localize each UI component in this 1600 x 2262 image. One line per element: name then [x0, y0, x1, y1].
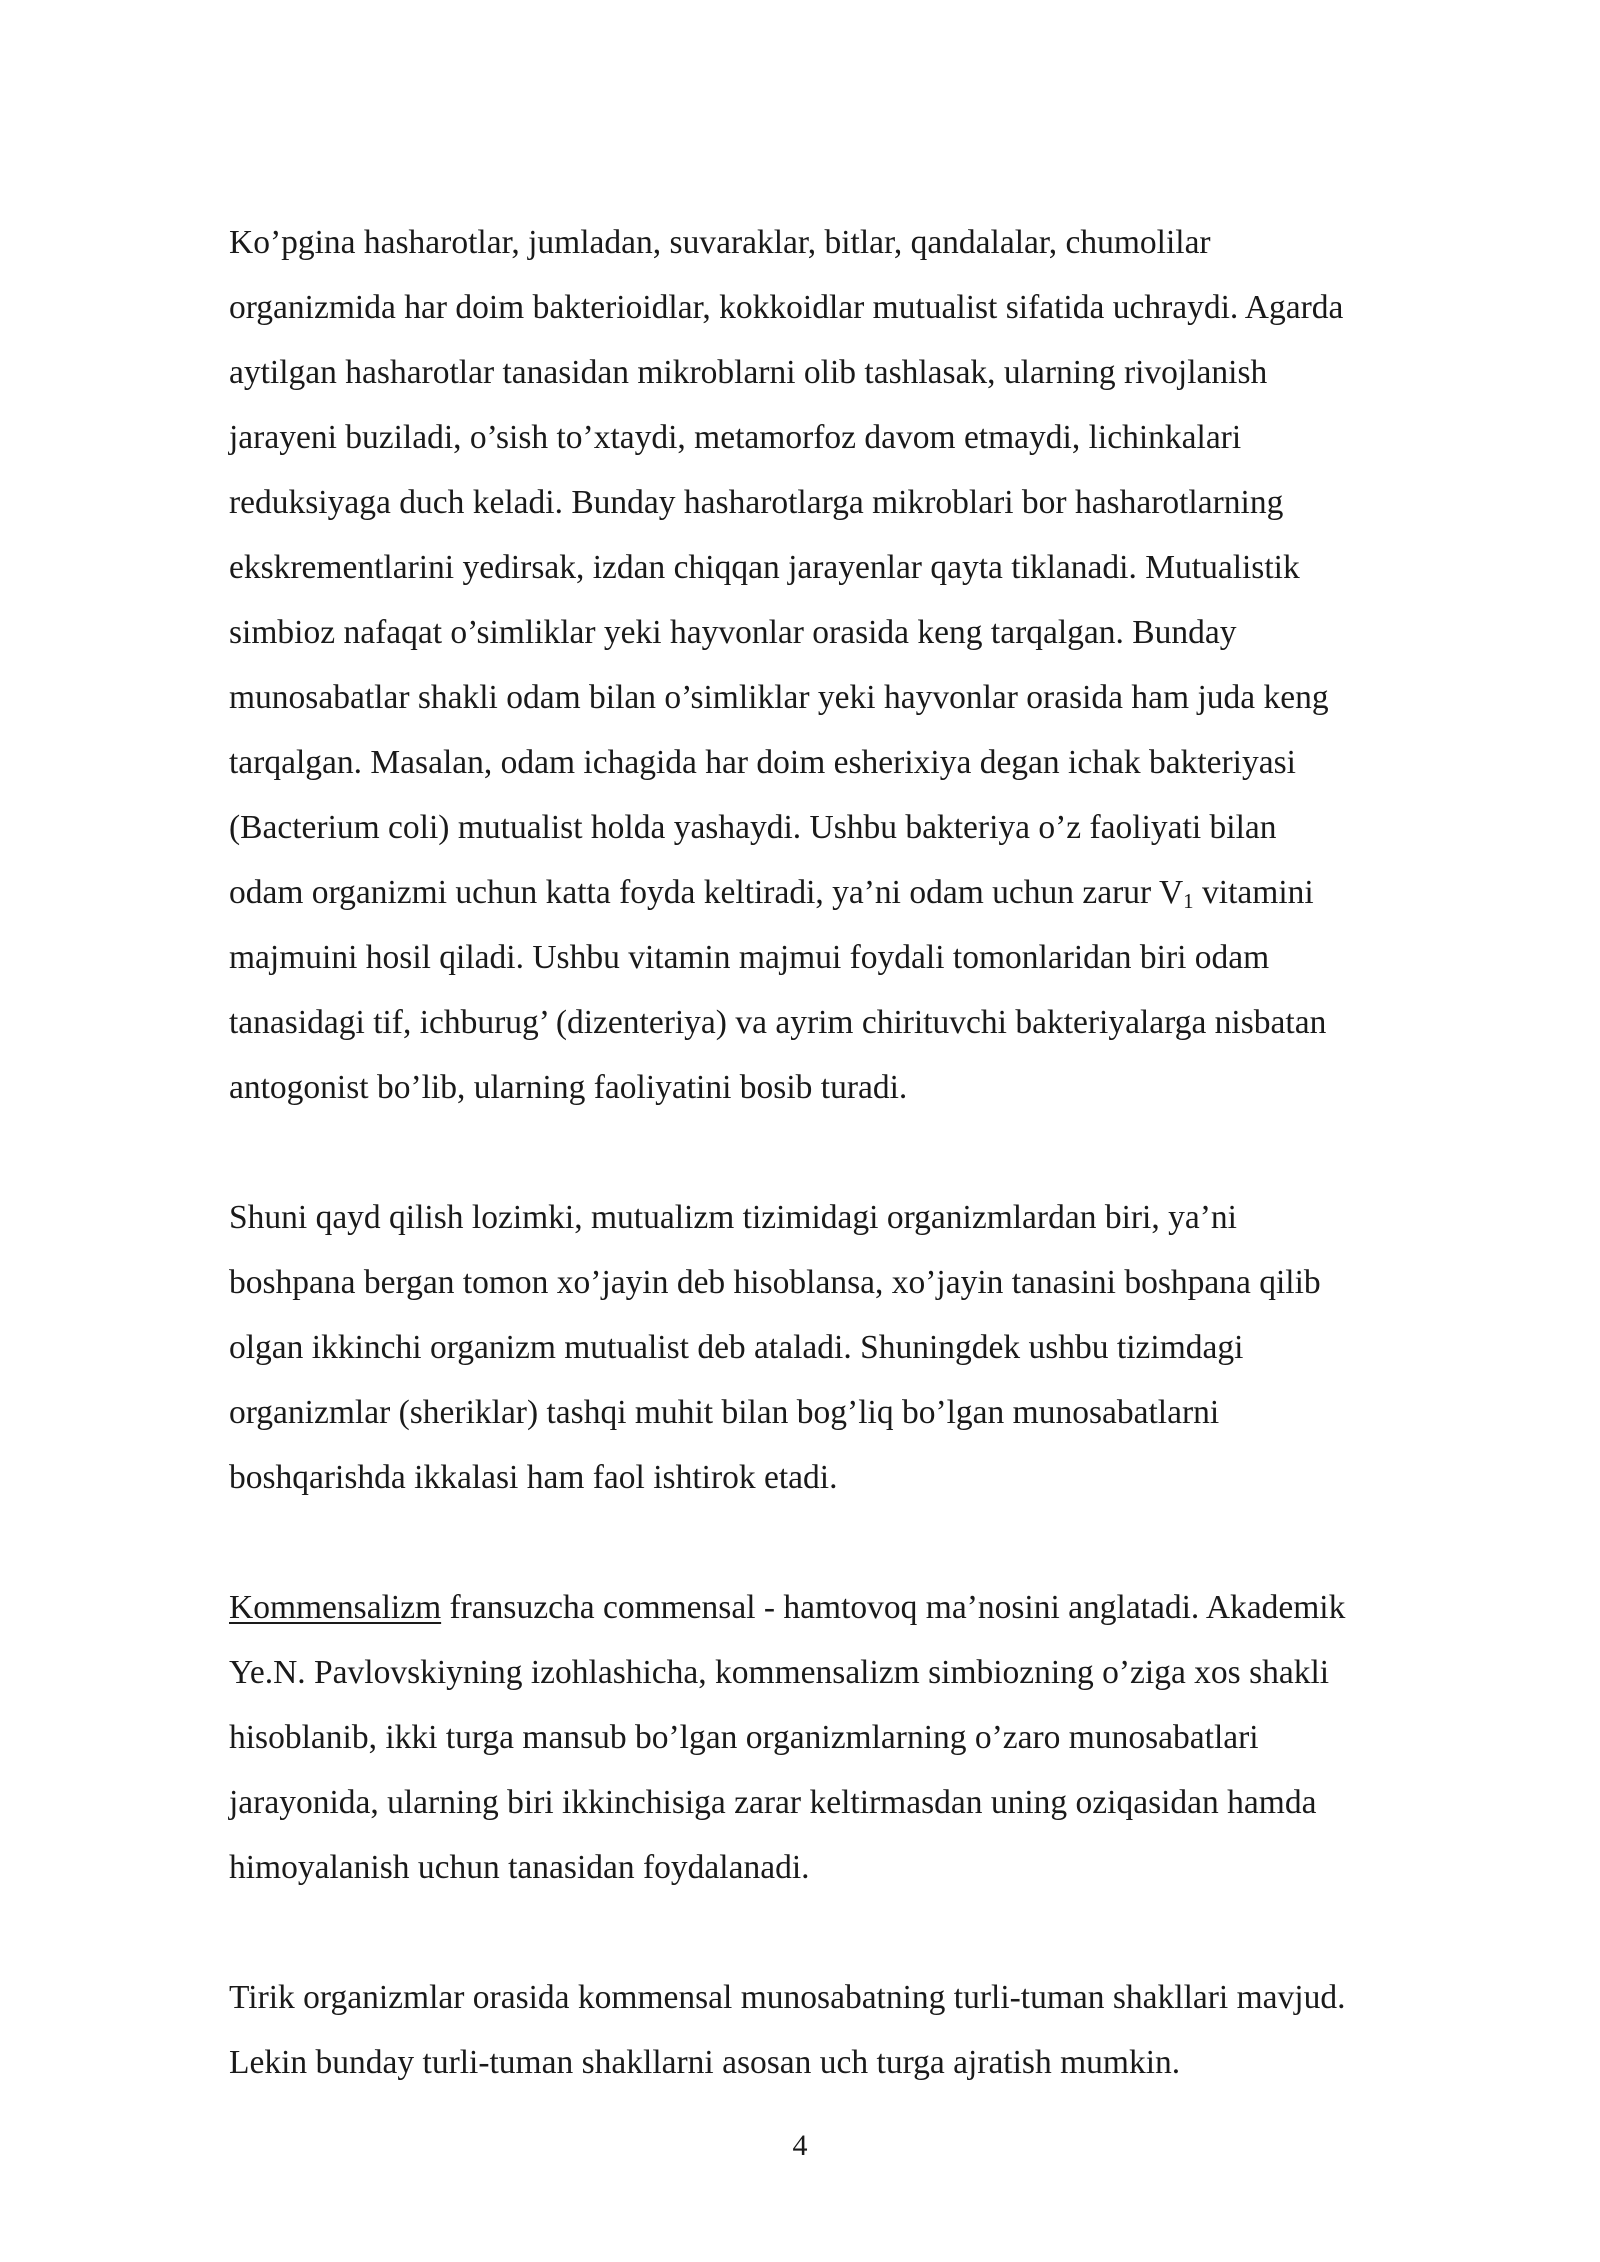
paragraph-commensalism	[229, 1575, 1519, 1900]
text-line: organizmlar (sheriklar) tashqi muhit bilan bog’liq bo’lgan munosabatlarni	[229, 1394, 1220, 1431]
paragraph-spacing	[229, 1900, 1519, 1965]
paragraph-spacing	[229, 1120, 1519, 1185]
term-kommensalizm: Kommensalizm	[229, 1589, 442, 1626]
text-line: ekskrementlarini yedirsak, izdan chiqqan jarayenlar qayta tiklanadi. Mutualistik	[229, 549, 1300, 586]
text-line: antogonist bo’lib, ularning faoliyatini bosib turadi.	[229, 1069, 908, 1106]
text-line: Ye.N. Pavlovskiyning izohlashicha, kommensalizm simbiozning o’ziga xos shakli	[229, 1654, 1330, 1691]
paragraph-mutualism-insects	[229, 210, 1519, 1120]
text-line: Tirik organizmlar orasida kommensal munosabatning turli-tuman shakllari mavjud.	[229, 1979, 1346, 2016]
paragraph-commensal-forms	[229, 1965, 1519, 2095]
text-line: boshqarishda ikkalasi ham faol ishtirok etadi.	[229, 1459, 838, 1496]
text-line-vitamin	[229, 860, 1519, 925]
text-segment: fransuzcha commensal - hamtovoq ma’nosini anglatadi. Akademik	[441, 1589, 1346, 1626]
text-body	[229, 210, 1519, 2095]
page-number: 4	[792, 2129, 808, 2162]
text-line: olgan ikkinchi organizm mutualist deb ataladi. Shuningdek ushbu tizimdagi	[229, 1329, 1244, 1366]
text-line: jarayeni buziladi, o’sish to’xtaydi, metamorfoz davom etmaydi, lichinkalari	[229, 419, 1242, 456]
text-line: tarqalgan. Masalan, odam ichagida har doim esherixiya degan ichak bakteriyasi	[229, 744, 1296, 781]
text-line: simbioz nafaqat o’simliklar yeki hayvonlar orasida keng tarqalgan. Bunday	[229, 614, 1237, 651]
text-line: Ko’pgina hasharotlar, jumladan, suvaraklar, bitlar, qandalalar, chumolilar	[229, 224, 1211, 261]
text-line: munosabatlar shakli odam bilan o’simliklar yeki hayvonlar orasida ham juda keng	[229, 679, 1329, 716]
paragraph-spacing	[229, 1510, 1519, 1575]
text-line: boshpana bergan tomon xo’jayin deb hisoblansa, xo’jayin tanasini boshpana qilib	[229, 1264, 1321, 1301]
text-line: reduksiyaga duch keladi. Bunday hasharotlarga mikroblari bor hasharotlarning	[229, 484, 1284, 521]
text-line-term	[229, 1575, 1519, 1640]
text-segment: odam organizmi uchun katta foyda keltiradi, ya’ni odam uchun zarur V	[229, 874, 1184, 911]
text-line: Shuni qayd qilish lozimki, mutualizm tizimidagi organizmlardan biri, ya’ni	[229, 1199, 1237, 1236]
vitamin-subscript: 1	[1183, 889, 1194, 913]
text-line: (Bacterium coli) mutualist holda yashaydi. Ushbu bakteriya o’z faoliyati bilan	[229, 809, 1277, 846]
text-line: jarayonida, ularning biri ikkinchisiga zarar keltirmasdan uning oziqasidan hamda	[229, 1784, 1317, 1821]
text-line: aytilgan hasharotlar tanasidan mikroblarni olib tashlasak, ularning rivojlanish	[229, 354, 1268, 391]
text-segment: vitamini	[1193, 874, 1314, 911]
text-line: Lekin bunday turli-tuman shakllarni asosan uch turga ajratish mumkin.	[229, 2044, 1181, 2081]
text-line: organizmida har doim bakterioidlar, kokkoidlar mutualist sifatida uchraydi. Agarda	[229, 289, 1344, 326]
text-line: tanasidagi tif, ichburug’ (dizenteriya) va ayrim chirituvchi bakteriyalarga nisbatan	[229, 1004, 1327, 1041]
paragraph-mutualism-host	[229, 1185, 1519, 1510]
text-line: majmuini hosil qiladi. Ushbu vitamin majmui foydali tomonlaridan biri odam	[229, 939, 1270, 976]
text-line: himoyalanish uchun tanasidan foydalanadi.	[229, 1849, 810, 1886]
text-line: hisoblanib, ikki turga mansub bo’lgan organizmlarning o’zaro munosabatlari	[229, 1719, 1259, 1756]
